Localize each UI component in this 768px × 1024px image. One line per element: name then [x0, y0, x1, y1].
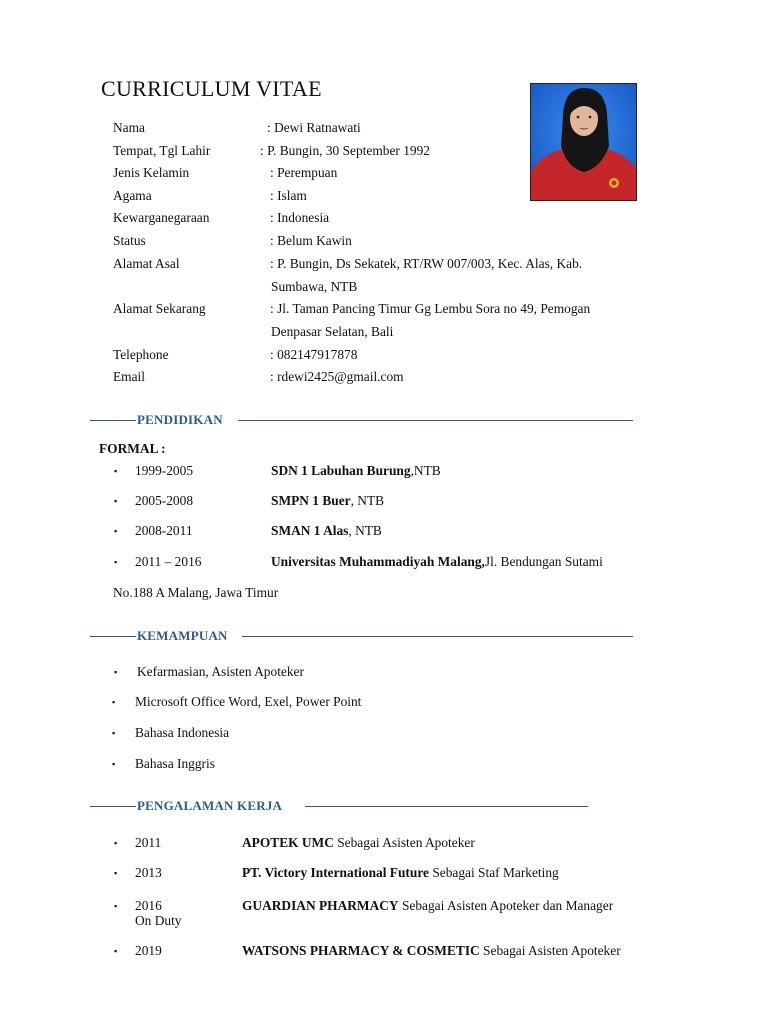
education-location: Jl. Bendungan Sutami — [484, 554, 603, 569]
education-school-name: SMAN 1 Alas — [271, 523, 349, 538]
personal-label: Email — [113, 369, 145, 384]
experience-year: 2019 — [135, 943, 162, 958]
personal-value-continuation: Sumbawa, NTB — [271, 279, 358, 294]
personal-label: Alamat Sekarang — [113, 301, 206, 316]
education-location: , NTB — [348, 523, 382, 538]
personal-label: Nama — [113, 120, 145, 135]
personal-value: : Jl. Taman Pancing Timur Gg Lembu Sora no 49, Pemogan — [270, 301, 591, 316]
section-skills-heading — [90, 628, 635, 644]
bullet-icon: ▪ — [114, 901, 118, 911]
bullet-icon: ▪ — [114, 466, 118, 476]
education-continuation: No.188 A Malang, Jawa Timur — [113, 585, 279, 600]
personal-value-continuation: Denpasar Selatan, Bali — [271, 324, 394, 339]
experience-role: Sebagai Staf Marketing — [428, 865, 559, 880]
education-school-name: SDN 1 Labuhan Burung — [271, 463, 411, 478]
education-institution — [271, 463, 441, 479]
skills-heading-label: KEMAMPUAN — [137, 628, 228, 643]
bullet-icon: ▪ — [114, 868, 118, 878]
education-subheading: FORMAL : — [99, 441, 166, 456]
skill-item: Kefarmasian, Asisten Apoteker — [137, 664, 304, 679]
experience-role-continuation: On Duty — [135, 913, 182, 928]
personal-value: : P. Bungin, 30 September 1992 — [260, 143, 430, 158]
skill-item: Microsoft Office Word, Exel, Power Point — [135, 694, 362, 709]
section-experience-heading — [90, 798, 590, 814]
personal-label: Jenis Kelamin — [113, 165, 190, 180]
experience-company: WATSONS PHARMACY & COSMETIC — [242, 943, 480, 958]
skill-item: Bahasa Inggris — [135, 756, 215, 771]
experience-position — [242, 943, 621, 959]
personal-value: : Belum Kawin — [270, 233, 352, 248]
experience-role: Sebagai Asisten Apoteker — [479, 943, 621, 958]
personal-label: Kewarganegaraan — [113, 210, 210, 225]
education-institution — [271, 493, 384, 509]
experience-role: Sebagai Asisten Apoteker — [333, 835, 475, 850]
education-institution — [271, 554, 603, 570]
experience-position — [242, 898, 613, 914]
bullet-icon: ▪ — [114, 667, 118, 677]
personal-value: : Perempuan — [270, 165, 338, 180]
bullet-icon: ▪ — [112, 759, 116, 769]
education-years: 2008-2011 — [135, 523, 193, 538]
experience-year: 2016 — [135, 898, 162, 913]
experience-company: GUARDIAN PHARMACY — [242, 898, 399, 913]
personal-value: : Indonesia — [270, 210, 330, 225]
education-years: 2005-2008 — [135, 493, 194, 508]
profile-photo — [530, 83, 637, 201]
experience-company: APOTEK UMC — [242, 835, 334, 850]
personal-value: : Islam — [270, 188, 307, 203]
personal-value: : P. Bungin, Ds Sekatek, RT/RW 007/003, Kec. Alas, Kab. — [270, 256, 583, 271]
experience-role: Sebagai Asisten Apoteker dan Manager — [398, 898, 614, 913]
education-years: 2011 – 2016 — [135, 554, 202, 569]
personal-label: Telephone — [113, 347, 169, 362]
personal-label: Status — [113, 233, 146, 248]
bullet-icon: ▪ — [114, 838, 118, 848]
education-school-name: Universitas Muhammadiyah Malang, — [271, 554, 485, 569]
cv-title: CURRICULUM VITAE — [101, 76, 322, 101]
education-school-name: SMPN 1 Buer — [271, 493, 351, 508]
education-institution — [271, 523, 382, 539]
personal-value: : rdewi2425@gmail.com — [270, 369, 404, 384]
personal-label: Alamat Asal — [113, 256, 180, 271]
experience-year: 2011 — [135, 835, 162, 850]
experience-position — [242, 835, 475, 851]
personal-label: Agama — [113, 188, 152, 203]
bullet-icon: ▪ — [114, 946, 118, 956]
personal-value: : 082147917878 — [270, 347, 358, 362]
bullet-icon: ▪ — [114, 526, 118, 536]
education-heading-label: PENDIDIKAN — [137, 412, 223, 427]
experience-position — [242, 865, 559, 881]
experience-heading-label: PENGALAMAN KERJA — [137, 798, 283, 813]
education-years: 1999-2005 — [135, 463, 194, 478]
section-education-heading — [90, 412, 635, 428]
skill-item: Bahasa Indonesia — [135, 725, 230, 740]
profile-photo-image — [531, 84, 637, 201]
experience-company: PT. Victory International Future — [242, 865, 429, 880]
experience-year: 2013 — [135, 865, 162, 880]
education-location: ,NTB — [410, 463, 441, 478]
personal-label: Tempat, Tgl Lahir — [113, 143, 211, 158]
bullet-icon: ▪ — [112, 728, 116, 738]
bullet-icon: ▪ — [112, 697, 116, 707]
bullet-icon: ▪ — [114, 557, 118, 567]
personal-value: : Dewi Ratnawati — [267, 120, 361, 135]
education-location: , NTB — [350, 493, 385, 508]
bullet-icon: ▪ — [114, 496, 118, 506]
